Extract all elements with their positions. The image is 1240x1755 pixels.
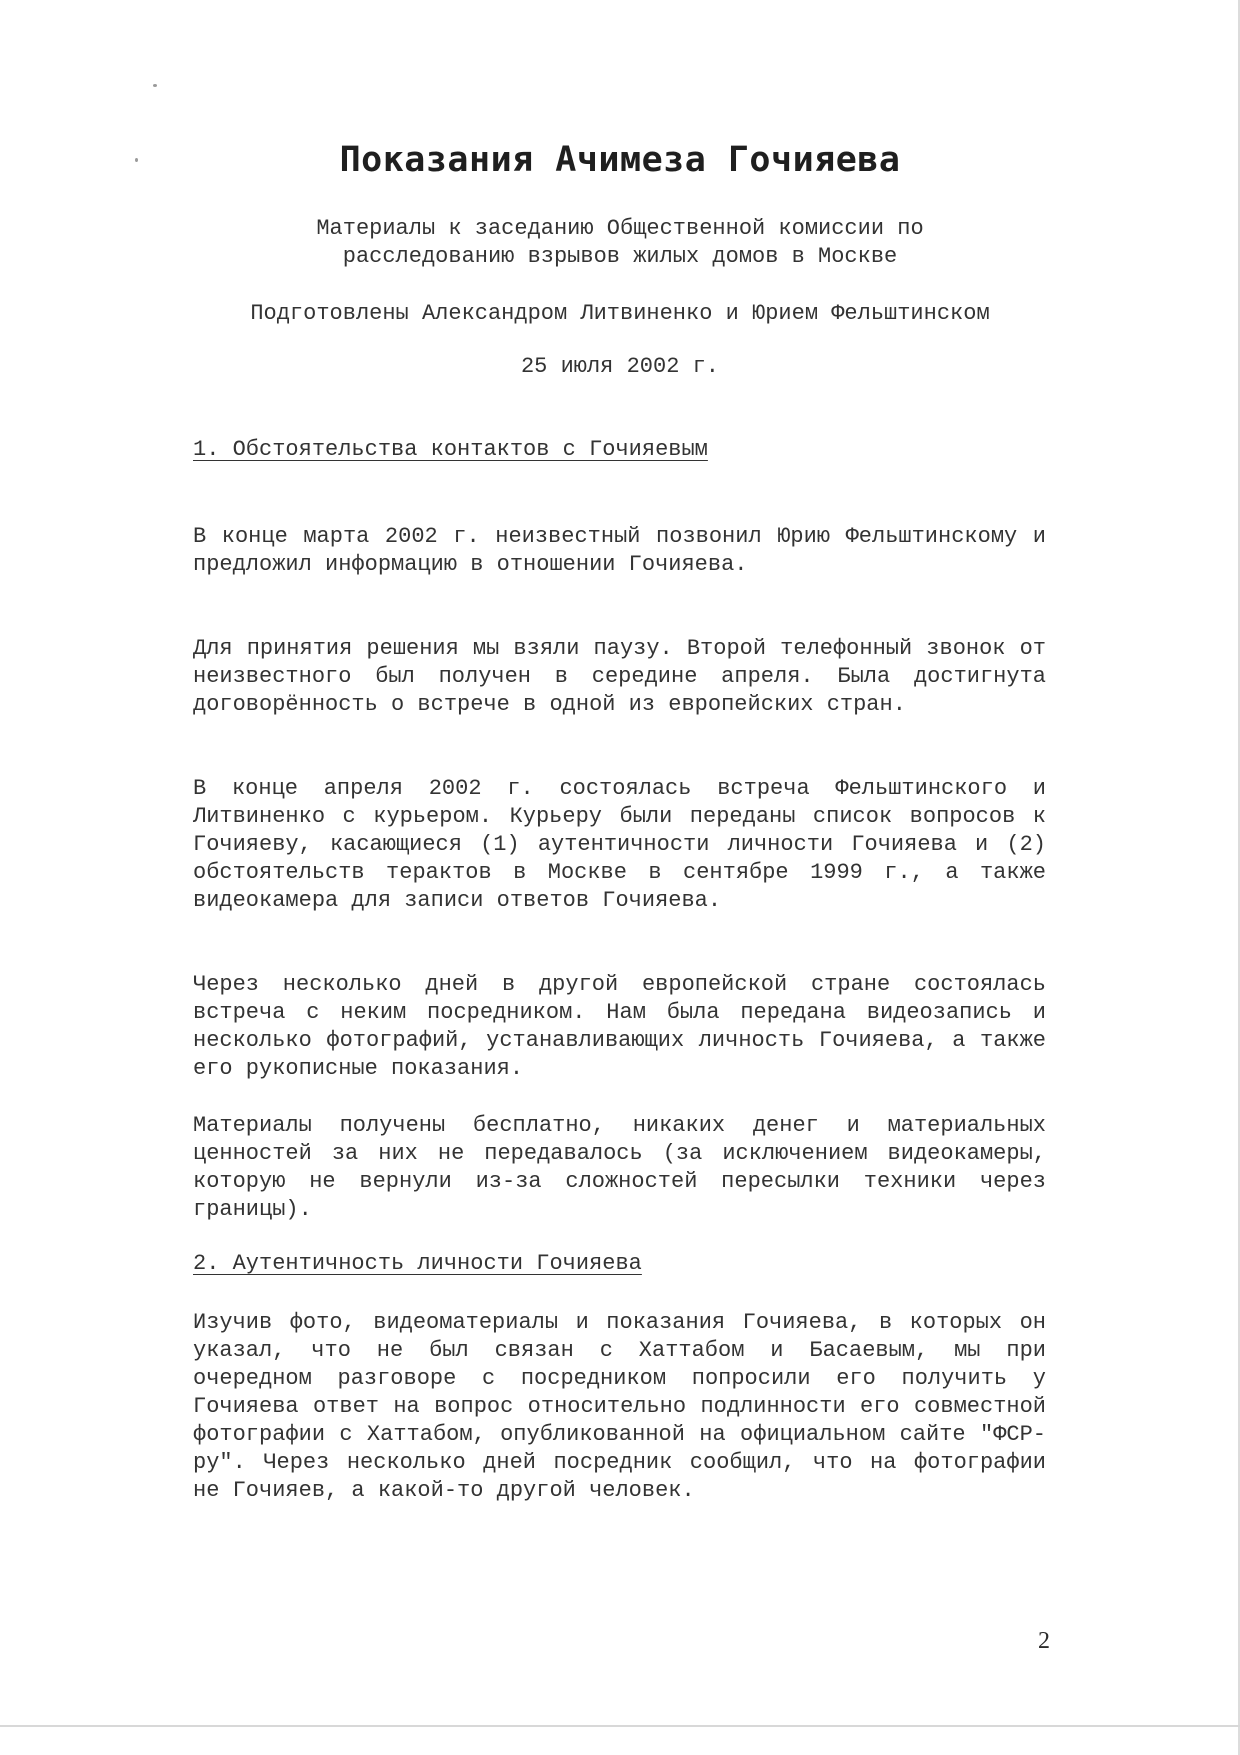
document-title: Показания Ачимеза Гочияева [339, 140, 901, 180]
document-subtitle [0, 215, 1240, 271]
section-heading: 1. Обстоятельства контактов с Гочияевым [193, 437, 708, 462]
paragraph: Через несколько дней в другой европейской стране состоялась встреча с неким посредником. Нам была передана видеозапись и несколько фотографий, устанавливающих личность Гочияева, а также его рукописные показания. [193, 972, 1046, 1081]
document-authors: Подготовлены Александром Литвиненко и Юрием Фельштинском [250, 301, 990, 326]
subtitle-line: Материалы к заседанию Общественной комиссии по [316, 216, 924, 241]
paragraph: В конце апреля 2002 г. состоялась встреча Фельштинского и Литвиненко с курьером. Курьеру были переданы список вопросов к Гочияеву, касающиеся (1) аутентичности личности Гочияева и (2) обстоятельств терактов в Москве в сентябре 1999 г., а также видеокамера для записи ответов Гочияева. [193, 776, 1046, 913]
paragraph: В конце марта 2002 г. неизвестный позвонил Юрию Фельштинскому и предложил информацию в отношении Гочияева. [193, 524, 1046, 577]
paragraph: Для принятия решения мы взяли паузу. Второй телефонный звонок от неизвестного был получен в середине апреля. Была достигнута договорённость о встрече в одной из европейских стран. [193, 636, 1046, 717]
paragraph: Материалы получены бесплатно, никаких денег и материальных ценностей за них не передавалось (за исключением видеокамеры, которую не вернули из-за сложностей пересылки техники через границы). [193, 1113, 1046, 1222]
section-heading: 2. Аутентичность личности Гочияева [193, 1251, 642, 1276]
scan-speck [153, 84, 157, 87]
subtitle-line: расследованию взрывов жилых домов в Москве [342, 244, 898, 269]
page-edge [0, 1725, 1240, 1727]
paragraph: Изучив фото, видеоматериалы и показания Гочияева, в которых он указал, что не был связан с Хаттабом и Басаевым, мы при очередном разговоре с посредником попросили его получить у Гочияева ответ на вопрос относительно подлинности его совместной фотографии с Хаттабом, опубликованной на официальном сайте "ФСР-ру". Через несколько дней посредник сообщил, что на фотографии не Гочияев, а какой-то другой человек. [193, 1310, 1046, 1503]
document-date: 25 июля 2002 г. [520, 354, 720, 379]
page-number: 2 [1038, 1628, 1050, 1654]
